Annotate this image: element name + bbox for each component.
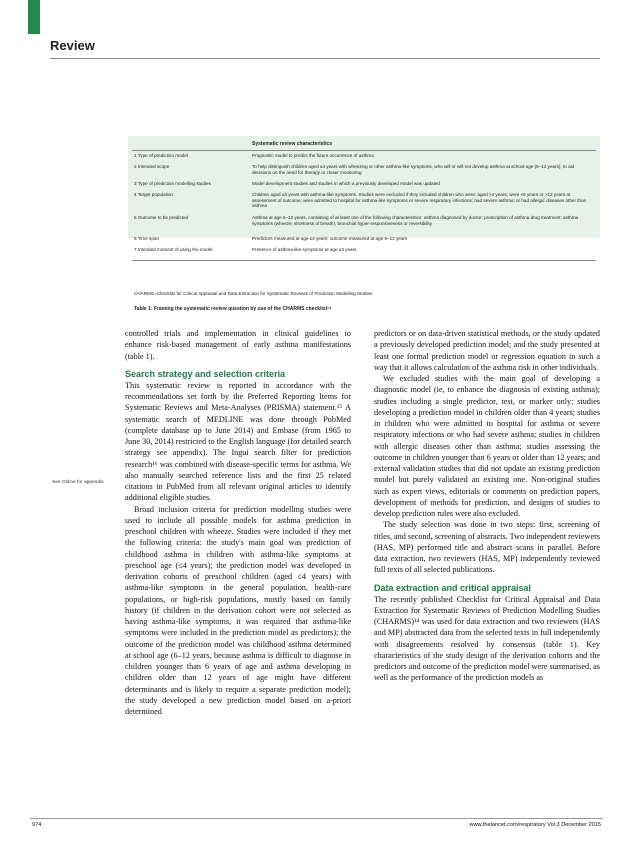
table-column-header: Systematic review characteristics xyxy=(252,141,333,147)
table-row-label: 1 Type of prediction model xyxy=(134,153,188,158)
table-row-value: Asthma at age 6–12 years, consisting of at least one of the following characteristics: asthma diagnosed by doctor; prescription of asthma drug treatment; asthma symptoms (wheeze, shortness of breath), bronchial hyper-responsiveness or reversibility xyxy=(252,215,579,226)
section-label: Review xyxy=(50,38,95,53)
paragraph: The study selection was done in two steps: first, screening of titles, and second, screening of abstracts. Two independent reviewers (HAS, MP) performed title and abstract scans in parallel. Before data extraction, two reviewers (HAS, MP) independently reviewed full texts of all selected publications. xyxy=(374,520,600,575)
table-row-label: 3 Type of prediction modelling studies xyxy=(134,181,211,186)
paragraph: predictors or on data-driven statistical methods, or the study updated a previously developed prediction model; and the study presented at least one formal prediction model or regression equation in such a way that it allows calculation of the asthma risk in other individuals. xyxy=(374,329,600,372)
table-rule xyxy=(132,150,596,151)
left-column xyxy=(125,328,351,717)
right-column xyxy=(374,328,600,684)
table-row-label: 4 Target population xyxy=(134,192,173,197)
table-row-value: Model development studies and studies in which a previously developed model was updated xyxy=(252,181,440,186)
paragraph: Broad inclusion criteria for prediction modelling studies were used to include all possible models for asthma prediction in preschool children with wheeze. Studies were included if they met the following criteria: the study's main goal was prediction of childhood asthma in children with asthma-like symptoms at preschool age (≤4 years); the prediction model was developed in derivation cohorts of preschool children (aged ≤4 years) with asthma-like symptoms in the general population, health-care populations, or high-risk populations, mostly based on family history (if children in the derivation cohort were not selected as having asthma-like symptoms, it was required that asthma-like symptoms were included in the prediction model as predictors); the outcome of the prediction model was childhood asthma determined at school age (6–12 years, because asthma is difficult to diagnose in children younger than 6 years of age and asthma developing in children older than 12 years of age might have different determinants and is likely to require a separate prediction model); the study developed a new prediction model based on a-priori determined xyxy=(125,504,351,716)
table-row-label: 7 Intended moment of using the model xyxy=(134,247,213,252)
margin-note: See Online for appendix xyxy=(52,480,104,485)
page-number: 974 xyxy=(32,822,42,828)
journal-accent-bar xyxy=(28,0,40,34)
table-row-label: 2 Intended scope xyxy=(134,164,170,169)
section-heading: Data extraction and critical appraisal xyxy=(374,582,532,593)
table-row-value: To help distinguish children aged ≤4 years with wheezing or other asthma-like symptoms, who will or will not develop asthma at school age (6–12 years), to aid decisions on the need for therapy or closer monitoring xyxy=(252,164,575,175)
paragraph: controlled trials and implementation in clinical guidelines to enhance risk-based management of early asthma manifestations (table 1). xyxy=(125,329,351,361)
footer-rule xyxy=(30,818,602,819)
table-1 xyxy=(128,136,600,252)
table-caption: Table 1: Framing the systematic review question by use of the CHARMS checklist¹⁴ xyxy=(134,306,332,312)
table-row-value: Children aged ≤4 years with asthma-like symptoms. Studies were excluded if they included children who were: aged >4 years; were <6 years or >12 years at assessment of outcome; were admitted to hospital for asthma-like symptoms or severe respiratory infections; had severe asthma; or had allergic diseases other than asthma xyxy=(252,192,587,209)
header-rule xyxy=(50,58,600,59)
journal-footer: www.thelancet.com/respiratory Vol 3 December 2015 xyxy=(469,822,601,828)
section-heading: Search strategy and selection criteria xyxy=(125,368,286,379)
table-row-label: 5 Outcome to be predicted xyxy=(134,215,189,220)
paragraph: This systematic review is reported in accordance with the recommendations set forth by the Preferred Reporting Items for Systematic Reviews and Meta-Analyses (PRISMA) statement.¹⁵ A systematic search of MEDLINE was done through PubMed (complete database up to June 2014) and Embase (from 1965 to June 30, 2014) restricted to the English language (for detailed search strategy see appendix). The Ingui search filter for prediction research¹⁶ was combined with disease-specific terms for asthma. We also manually searched reference lists and the first 25 related citations in PubMed from all relevant original articles to identify additional eligible studies. xyxy=(125,380,351,503)
table-row-value: Presence of asthma-like symptoms at age ≤4 years xyxy=(252,247,357,252)
table-row-value: Predictors measured at age ≤4 years; outcome measured at age 6–12 years xyxy=(252,236,408,241)
table-row-value: Prognostic model to predict the future occurrence of asthma xyxy=(252,153,374,158)
table-footnote: CHARMS=Checklist for Critical Appraisal and Data Extraction for Systematic Reviews of Prediction Modelling Studies. xyxy=(134,291,374,296)
table-row-label: 6 Time span xyxy=(134,236,160,241)
table-rule xyxy=(132,260,596,261)
paragraph: We excluded studies with the main goal of developing a diagnostic model (ie, to enhance the diagnosis of existing asthma); studies including a single predictor, test, or marker only; studies developing a prediction model in children older than 4 years; studies in children who were admitted to hospital for asthma or severe respiratory infections or who had severe asthma; studies in children with allergic diseases other than asthma; studies assessing the outcome in children younger than 6 years or older than 12 years; and external validation studies that did not update an existing prediction model but purely validated an existing one. Non-original studies such as expert views, editorials or comments on prediction papers, development of methods for prediction, and designs of studies to develop prediction rules were also excluded. xyxy=(374,374,600,518)
paragraph: The recently published Checklist for Critical Appraisal and Data Extraction for Systematic Reviews of Prediction Modelling Studies (CHARMS)¹⁴ was used for data extraction and two reviewers (HAS and MP) abstracted data from the selected texts in full independently with disagreements resolved by consensus (table 1). Key characteristics of the study design of the derivation cohorts and the predictors and outcome of the prediction model were summarised, as well as the performance of the prediction models as xyxy=(374,594,600,683)
